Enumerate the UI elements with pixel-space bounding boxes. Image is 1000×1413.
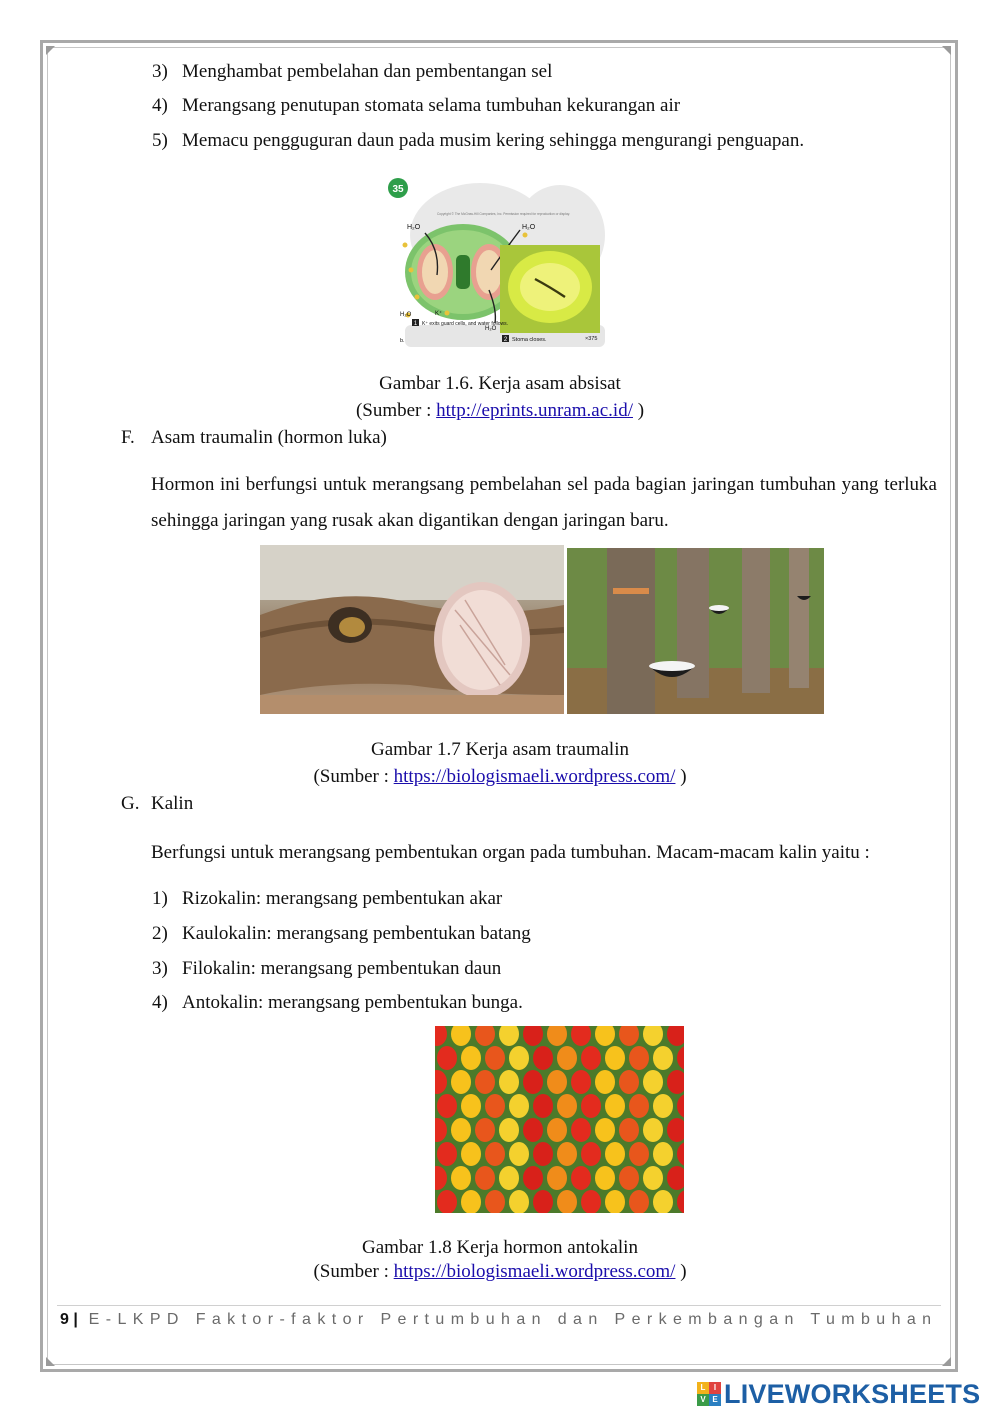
panel-letter: b.	[400, 338, 405, 344]
list-number: 4)	[152, 95, 168, 116]
source-prefix: (Sumber :	[313, 766, 394, 787]
step-number: 1	[413, 321, 418, 327]
badge-number: 35	[392, 184, 404, 195]
stomata-diagram-image	[385, 175, 615, 350]
step-label: K⁺ exits guard cells, and water follows.	[422, 321, 509, 327]
list-item: Rizokalin: merangsang pembentukan akar	[182, 888, 503, 909]
h2o-label: H₂O	[400, 312, 412, 318]
source-suffix: )	[675, 766, 687, 787]
source-link[interactable]: http://eprints.unram.ac.id/	[436, 400, 633, 421]
figure-source	[0, 765, 1000, 789]
list-number: 3)	[152, 958, 168, 979]
section-letter: F.	[121, 427, 135, 448]
list-number: 3)	[152, 61, 168, 82]
figure-source	[0, 399, 1000, 423]
copyright-note: Copyright © The McGraw-Hill Companies, Inc. Permission required for reproduction or display.	[437, 212, 570, 216]
source-suffix: )	[675, 1261, 687, 1282]
list-number: 2)	[152, 923, 168, 944]
source-suffix: )	[632, 400, 645, 421]
corner-ornament	[942, 1357, 951, 1366]
wounded-branch-image	[260, 545, 564, 714]
source-prefix: (Sumber :	[355, 400, 437, 421]
list-number: 1)	[152, 888, 168, 909]
figure-source	[0, 1260, 1000, 1284]
step-label: Stoma closes.	[512, 337, 547, 343]
section-paragraph: Berfungsi untuk merangsang pembentukan organ pada tumbuhan. Macam-macam kalin yaitu :	[151, 842, 870, 863]
list-number: 5)	[152, 130, 168, 151]
h2o-label: H₂O	[522, 224, 536, 231]
corner-ornament	[46, 1357, 55, 1366]
corner-ornament	[46, 46, 55, 55]
list-item: Menghambat pembelahan dan pembentangan sel	[182, 61, 553, 82]
list-item: Filokalin: merangsang pembentukan daun	[182, 958, 502, 979]
section-title: Asam traumalin (hormon luka)	[151, 427, 387, 448]
list-item: Antokalin: merangsang pembentukan bunga.	[182, 992, 523, 1013]
list-item: Kaulokalin: merangsang pembentukan batang	[182, 923, 531, 944]
corner-ornament	[942, 46, 951, 55]
list-number: 4)	[152, 992, 168, 1013]
brand-name: LIVEWORKSHEETS	[724, 1378, 981, 1409]
logo-letter: I	[709, 1382, 721, 1394]
logo-letter: L	[697, 1382, 709, 1394]
page-number: 9 |	[60, 1311, 78, 1328]
logo-letter: V	[697, 1394, 709, 1406]
figure-caption: Gambar 1.7 Kerja asam traumalin	[371, 739, 629, 760]
list-item: Memacu pengguguran daun pada musim kering sehingga mengurangi penguapan.	[182, 130, 805, 151]
step-number: 2	[503, 337, 508, 343]
section-title: Kalin	[151, 793, 194, 814]
logo-letter: E	[709, 1394, 721, 1406]
source-link[interactable]: https://biologismaeli.wordpress.com/	[393, 766, 676, 787]
figure-caption: Gambar 1.6. Kerja asam absisat	[379, 373, 621, 394]
list-item: Merangsang penutupan stomata selama tumbuhan kekurangan air	[182, 95, 681, 116]
source-link[interactable]: https://biologismaeli.wordpress.com/	[393, 1261, 676, 1282]
footer-title: E-LKPD Faktor-faktor Pertumbuhan dan Perkembangan Tumbuhan	[77, 1311, 938, 1328]
source-prefix: (Sumber :	[313, 1261, 394, 1282]
figure-caption: Gambar 1.8 Kerja hormon antokalin	[362, 1237, 638, 1258]
section-paragraph: Hormon ini berfungsi untuk merangsang pembelahan sel pada bagian jaringan tumbuhan yang terluka sehingga jaringan yang rusak akan digantikan dengan jaringan baru.	[151, 474, 937, 531]
magnification-label: ×375	[585, 336, 598, 342]
page-footer	[60, 1309, 937, 1331]
liveworksheets-brand[interactable]	[697, 1379, 980, 1409]
h2o-label: H₂O	[407, 224, 421, 231]
section-letter: G.	[121, 793, 140, 814]
potassium-label: K⁺	[435, 311, 443, 317]
h2o-label: H₂O	[485, 326, 497, 332]
rubber-tapping-image	[567, 548, 824, 714]
footer-divider	[57, 1305, 941, 1306]
liveworksheets-logo-icon	[697, 1382, 721, 1406]
tulip-field-image	[435, 1026, 684, 1213]
